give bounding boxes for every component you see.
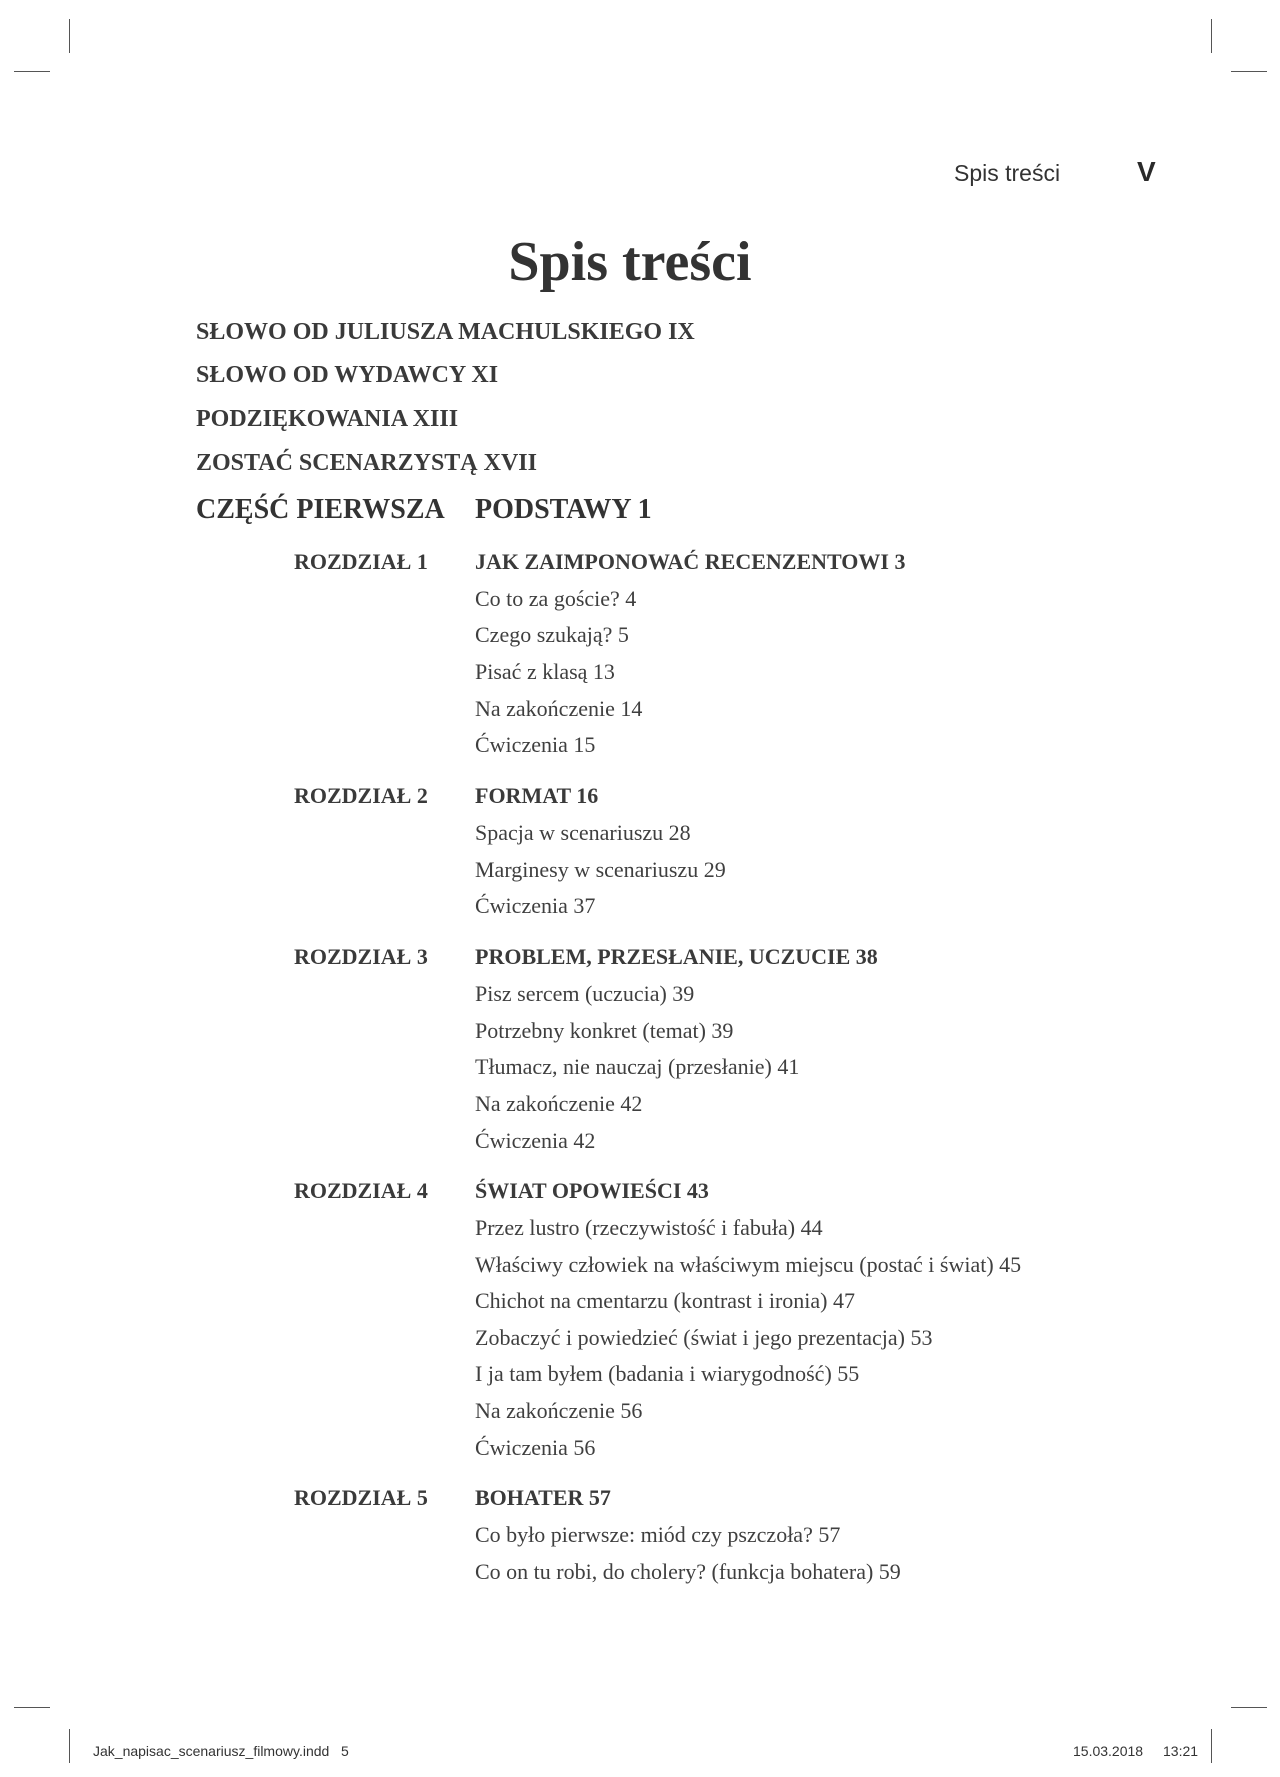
print-slug-file: Jak_napisac_scenariusz_filmowy.indd 5 — [93, 1743, 349, 1759]
toc-entry: SŁOWO OD WYDAWCY XI — [196, 362, 499, 388]
section-entry: Potrzebny konkret (temat) 39 — [475, 1018, 734, 1043]
crop-mark — [14, 1707, 50, 1708]
print-slug-date: 15.03.2018 — [1073, 1743, 1144, 1759]
section-entry: Co on tu robi, do cholery? (funkcja bohatera) 59 — [475, 1559, 901, 1584]
page-number: V — [1137, 156, 1156, 187]
toc-entry: SŁOWO OD JULIUSZA MACHULSKIEGO IX — [196, 319, 695, 345]
toc-entry: ZOSTAĆ SCENARZYSTĄ XVII — [196, 450, 537, 476]
section-entry: Co było pierwsze: miód czy pszczoła? 57 — [475, 1522, 841, 1547]
toc-entry: PODZIĘKOWANIA XIII — [196, 406, 459, 432]
chapter-label: ROZDZIAŁ 3 — [294, 944, 428, 969]
chapter-label: ROZDZIAŁ 5 — [294, 1485, 428, 1510]
section-entry: Ćwiczenia 37 — [475, 893, 596, 918]
chapter-title: PROBLEM, PRZESŁANIE, UCZUCIE 38 — [475, 944, 878, 969]
crop-mark — [1211, 19, 1212, 53]
section-entry: Ćwiczenia 42 — [475, 1128, 596, 1153]
part-title: PODSTAWY 1 — [475, 494, 652, 525]
section-entry: Pisać z klasą 13 — [475, 659, 615, 684]
chapter-label: ROZDZIAŁ 1 — [294, 549, 428, 574]
crop-mark — [1231, 1707, 1267, 1708]
chapter-title: BOHATER 57 — [475, 1485, 611, 1510]
section-entry: Co to za goście? 4 — [475, 586, 637, 611]
page-title: Spis treści — [508, 231, 752, 293]
section-entry: Ćwiczenia 15 — [475, 732, 596, 757]
chapter-title: FORMAT 16 — [475, 783, 599, 808]
section-entry: Spacja w scenariuszu 28 — [475, 820, 691, 845]
crop-mark — [14, 71, 50, 72]
running-head: Spis treści — [954, 160, 1061, 186]
section-entry: Ćwiczenia 56 — [475, 1435, 596, 1460]
section-entry: Na zakończenie 42 — [475, 1091, 643, 1116]
chapter-label: ROZDZIAŁ 2 — [294, 783, 428, 808]
section-entry: Przez lustro (rzeczywistość i fabuła) 44 — [475, 1215, 823, 1240]
crop-mark — [1211, 1729, 1212, 1763]
print-slug-time: 13:21 — [1163, 1743, 1199, 1759]
chapter-title: JAK ZAIMPONOWAĆ RECENZENTOWI 3 — [475, 549, 906, 574]
crop-mark — [1231, 71, 1267, 72]
chapter-label: ROZDZIAŁ 4 — [294, 1178, 428, 1203]
section-entry: Na zakończenie 14 — [475, 696, 643, 721]
section-entry: Na zakończenie 56 — [475, 1398, 643, 1423]
crop-mark — [69, 1729, 70, 1763]
section-entry: I ja tam byłem (badania i wiarygodność) 55 — [475, 1361, 860, 1386]
section-entry: Tłumacz, nie nauczaj (przesłanie) 41 — [475, 1054, 800, 1079]
section-entry: Pisz sercem (uczucia) 39 — [475, 981, 695, 1006]
crop-mark — [69, 19, 70, 53]
section-entry: Czego szukają? 5 — [475, 622, 629, 647]
section-entry: Chichot na cmentarzu (kontrast i ironia) 47 — [475, 1288, 855, 1313]
section-entry: Zobaczyć i powiedzieć (świat i jego prezentacja) 53 — [475, 1325, 933, 1350]
part-label: CZĘŚĆ PIERWSZA — [196, 494, 445, 525]
section-entry: Marginesy w scenariuszu 29 — [475, 857, 726, 882]
chapter-title: ŚWIAT OPOWIEŚCI 43 — [475, 1178, 709, 1203]
section-entry: Właściwy człowiek na właściwym miejscu (postać i świat) 45 — [475, 1252, 1022, 1277]
